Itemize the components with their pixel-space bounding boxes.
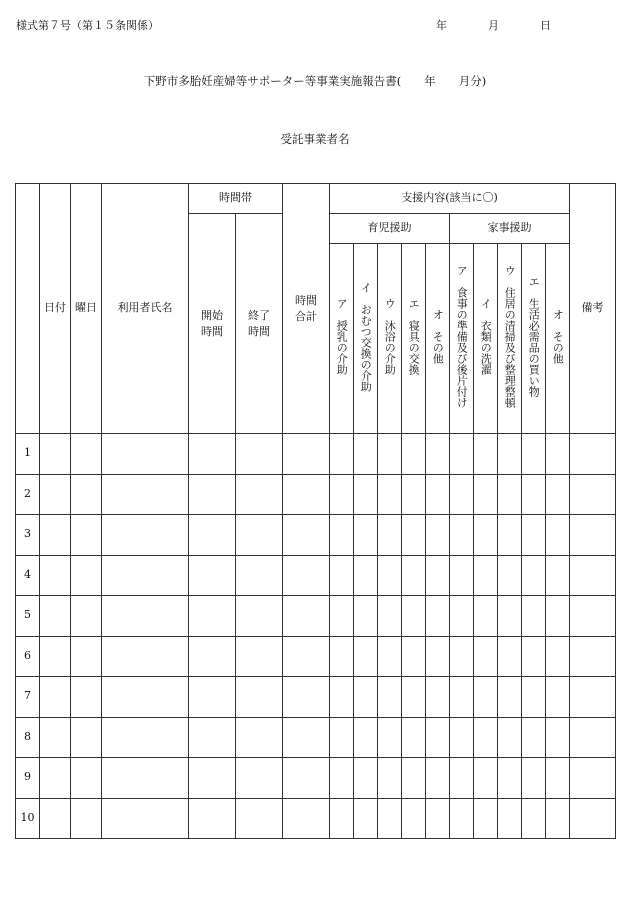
childcare-e-cell[interactable] [402, 434, 426, 475]
housework-o-cell[interactable] [546, 677, 570, 718]
row-number: 3 [16, 515, 40, 556]
table-row [16, 434, 616, 475]
housework-e-cell[interactable] [522, 717, 546, 758]
housework-u-cell[interactable] [498, 515, 522, 556]
childcare-e-cell[interactable] [402, 758, 426, 799]
childcare-i-cell[interactable] [354, 798, 378, 839]
header-childcare: 育児援助 [330, 214, 450, 244]
housework-e-cell[interactable] [522, 798, 546, 839]
housework-o-cell[interactable] [546, 636, 570, 677]
start-time-cell[interactable] [189, 515, 236, 556]
housework-e-cell[interactable] [522, 515, 546, 556]
table-row [16, 798, 616, 839]
childcare-item-e: エ 寝具の交換 [402, 244, 426, 434]
childcare-a-cell[interactable] [330, 677, 354, 718]
date-month: 月 [488, 19, 499, 32]
start-time-cell[interactable] [189, 677, 236, 718]
housework-u-cell[interactable] [498, 758, 522, 799]
header-end-time [236, 214, 283, 434]
remarks-cell[interactable] [570, 636, 616, 677]
housework-u-cell[interactable] [498, 798, 522, 839]
childcare-e-cell[interactable] [402, 474, 426, 515]
header-time-total [283, 184, 330, 434]
table-row [16, 555, 616, 596]
start-time-cell[interactable] [189, 758, 236, 799]
date-cell[interactable] [40, 758, 71, 799]
housework-item-u: ウ 住居の清掃及び整理整頓 [498, 244, 522, 434]
user-name-cell[interactable] [102, 596, 189, 637]
table-row [16, 474, 616, 515]
table-row [16, 596, 616, 637]
housework-a-cell[interactable] [450, 474, 474, 515]
childcare-u-cell[interactable] [378, 717, 402, 758]
end-time-cell[interactable] [236, 474, 283, 515]
start-time-cell[interactable] [189, 717, 236, 758]
housework-o-cell[interactable] [546, 515, 570, 556]
weekday-cell[interactable] [71, 515, 102, 556]
housework-u-cell[interactable] [498, 555, 522, 596]
report-title: 下野市多胎妊産婦等サポーター等事業実施報告書( 年 月分) [143, 74, 487, 88]
row-number: 10 [16, 798, 40, 839]
housework-e-cell[interactable] [522, 434, 546, 475]
housework-item-i: イ 衣類の洗濯 [474, 244, 498, 434]
housework-e-cell[interactable] [522, 636, 546, 677]
form-number: 様式第７号（第１５条関係） [16, 19, 159, 32]
childcare-o-cell[interactable] [426, 515, 450, 556]
date-line [436, 17, 551, 33]
time-total-cell[interactable] [283, 474, 330, 515]
end-time-cell[interactable] [236, 677, 283, 718]
remarks-cell[interactable] [570, 717, 616, 758]
childcare-o-cell[interactable] [426, 758, 450, 799]
end-time-cell[interactable] [236, 515, 283, 556]
childcare-i-cell[interactable] [354, 596, 378, 637]
childcare-i-cell[interactable] [354, 758, 378, 799]
row-number: 6 [16, 636, 40, 677]
childcare-u-cell[interactable] [378, 677, 402, 718]
childcare-i-cell[interactable] [354, 434, 378, 475]
childcare-a-cell[interactable] [330, 474, 354, 515]
remarks-cell[interactable] [570, 596, 616, 637]
childcare-u-cell[interactable] [378, 515, 402, 556]
housework-i-cell[interactable] [474, 798, 498, 839]
time-total-cell[interactable] [283, 434, 330, 475]
childcare-a-cell[interactable] [330, 758, 354, 799]
childcare-item-u: ウ 沐浴の介助 [378, 244, 402, 434]
table-row [16, 677, 616, 718]
childcare-a-cell[interactable] [330, 636, 354, 677]
housework-e-cell[interactable] [522, 596, 546, 637]
start-time-cell[interactable] [189, 798, 236, 839]
date-cell[interactable] [40, 677, 71, 718]
housework-u-cell[interactable] [498, 596, 522, 637]
time-total-label: 時間合計 [295, 293, 317, 323]
housework-o-cell[interactable] [546, 555, 570, 596]
corner-cell [16, 184, 40, 434]
row-number: 8 [16, 717, 40, 758]
row-number: 7 [16, 677, 40, 718]
header-weekday: 曜日 [71, 184, 102, 434]
date-cell[interactable] [40, 474, 71, 515]
childcare-o-cell[interactable] [426, 717, 450, 758]
weekday-cell[interactable] [71, 677, 102, 718]
childcare-u-cell[interactable] [378, 596, 402, 637]
date-cell[interactable] [40, 555, 71, 596]
housework-a-cell[interactable] [450, 555, 474, 596]
childcare-a-cell[interactable] [330, 515, 354, 556]
childcare-item-o: オ その他 [426, 244, 450, 434]
header-user-name: 利用者氏名 [102, 184, 189, 434]
time-total-cell[interactable] [283, 636, 330, 677]
childcare-e-cell[interactable] [402, 717, 426, 758]
childcare-a-cell[interactable] [330, 717, 354, 758]
remarks-cell[interactable] [570, 677, 616, 718]
housework-item-e: エ 生活必需品の買い物 [522, 244, 546, 434]
housework-a-cell[interactable] [450, 515, 474, 556]
time-total-cell[interactable] [283, 717, 330, 758]
time-total-cell[interactable] [283, 515, 330, 556]
user-name-cell[interactable] [102, 677, 189, 718]
childcare-o-cell[interactable] [426, 596, 450, 637]
remarks-cell[interactable] [570, 798, 616, 839]
date-day: 日 [540, 19, 551, 32]
table-row [16, 636, 616, 677]
remarks-cell[interactable] [570, 515, 616, 556]
time-total-cell[interactable] [283, 758, 330, 799]
user-name-cell[interactable] [102, 636, 189, 677]
housework-e-cell[interactable] [522, 677, 546, 718]
childcare-e-cell[interactable] [402, 555, 426, 596]
housework-u-cell[interactable] [498, 636, 522, 677]
user-name-cell[interactable] [102, 555, 189, 596]
end-time-cell[interactable] [236, 555, 283, 596]
date-cell[interactable] [40, 798, 71, 839]
table-row [16, 717, 616, 758]
header-remarks: 備考 [570, 184, 616, 434]
user-name-cell[interactable] [102, 434, 189, 475]
row-number: 9 [16, 758, 40, 799]
start-time-cell[interactable] [189, 474, 236, 515]
housework-i-cell[interactable] [474, 515, 498, 556]
remarks-cell[interactable] [570, 758, 616, 799]
housework-a-cell[interactable] [450, 758, 474, 799]
childcare-u-cell[interactable] [378, 474, 402, 515]
childcare-i-cell[interactable] [354, 474, 378, 515]
weekday-cell[interactable] [71, 555, 102, 596]
weekday-cell[interactable] [71, 636, 102, 677]
childcare-a-cell[interactable] [330, 434, 354, 475]
report-table [15, 183, 616, 839]
time-total-cell[interactable] [283, 798, 330, 839]
childcare-i-cell[interactable] [354, 555, 378, 596]
end-time-cell[interactable] [236, 596, 283, 637]
childcare-i-cell[interactable] [354, 515, 378, 556]
header-date: 日付 [40, 184, 71, 434]
childcare-u-cell[interactable] [378, 434, 402, 475]
header-support-content: 支援内容(該当に〇) [330, 184, 570, 214]
housework-a-cell[interactable] [450, 798, 474, 839]
time-total-cell[interactable] [283, 677, 330, 718]
housework-item-o: オ その他 [546, 244, 570, 434]
housework-i-cell[interactable] [474, 474, 498, 515]
housework-i-cell[interactable] [474, 636, 498, 677]
housework-a-cell[interactable] [450, 596, 474, 637]
childcare-e-cell[interactable] [402, 636, 426, 677]
contractor-label: 受託事業者名 [280, 132, 350, 146]
end-time-cell[interactable] [236, 434, 283, 475]
table-row [16, 758, 616, 799]
row-number: 5 [16, 596, 40, 637]
weekday-cell[interactable] [71, 798, 102, 839]
childcare-o-cell[interactable] [426, 434, 450, 475]
header-start-time [189, 214, 236, 434]
user-name-cell[interactable] [102, 474, 189, 515]
remarks-cell[interactable] [570, 474, 616, 515]
user-name-cell[interactable] [102, 717, 189, 758]
table-row [16, 515, 616, 556]
housework-i-cell[interactable] [474, 717, 498, 758]
housework-o-cell[interactable] [546, 474, 570, 515]
user-name-cell[interactable] [102, 798, 189, 839]
end-time-cell[interactable] [236, 798, 283, 839]
start-time-cell[interactable] [189, 434, 236, 475]
housework-o-cell[interactable] [546, 758, 570, 799]
housework-a-cell[interactable] [450, 434, 474, 475]
childcare-e-cell[interactable] [402, 596, 426, 637]
childcare-item-a: ア 授乳の介助 [330, 244, 354, 434]
time-total-cell[interactable] [283, 596, 330, 637]
row-number: 1 [16, 434, 40, 475]
user-name-cell[interactable] [102, 515, 189, 556]
childcare-u-cell[interactable] [378, 555, 402, 596]
childcare-e-cell[interactable] [402, 677, 426, 718]
date-cell[interactable] [40, 434, 71, 475]
header-time-band: 時間帯 [189, 184, 283, 214]
housework-u-cell[interactable] [498, 677, 522, 718]
weekday-cell[interactable] [71, 474, 102, 515]
row-number: 2 [16, 474, 40, 515]
housework-i-cell[interactable] [474, 677, 498, 718]
start-time-label: 開始時間 [201, 308, 223, 338]
start-time-cell[interactable] [189, 596, 236, 637]
date-year: 年 [436, 19, 447, 32]
housework-o-cell[interactable] [546, 434, 570, 475]
childcare-i-cell[interactable] [354, 677, 378, 718]
childcare-u-cell[interactable] [378, 636, 402, 677]
end-time-label: 終了時間 [248, 308, 270, 338]
housework-o-cell[interactable] [546, 798, 570, 839]
childcare-u-cell[interactable] [378, 798, 402, 839]
weekday-cell[interactable] [71, 758, 102, 799]
housework-a-cell[interactable] [450, 717, 474, 758]
housework-a-cell[interactable] [450, 677, 474, 718]
childcare-e-cell[interactable] [402, 515, 426, 556]
weekday-cell[interactable] [71, 717, 102, 758]
date-cell[interactable] [40, 717, 71, 758]
end-time-cell[interactable] [236, 717, 283, 758]
housework-i-cell[interactable] [474, 758, 498, 799]
childcare-u-cell[interactable] [378, 758, 402, 799]
remarks-cell[interactable] [570, 434, 616, 475]
childcare-i-cell[interactable] [354, 717, 378, 758]
childcare-i-cell[interactable] [354, 636, 378, 677]
housework-item-a: ア 食事の準備及び後片付け [450, 244, 474, 434]
weekday-cell[interactable] [71, 596, 102, 637]
housework-u-cell[interactable] [498, 717, 522, 758]
time-total-cell[interactable] [283, 555, 330, 596]
housework-i-cell[interactable] [474, 434, 498, 475]
housework-e-cell[interactable] [522, 474, 546, 515]
housework-e-cell[interactable] [522, 555, 546, 596]
start-time-cell[interactable] [189, 555, 236, 596]
date-cell[interactable] [40, 515, 71, 556]
header-housework: 家事援助 [450, 214, 570, 244]
housework-a-cell[interactable] [450, 636, 474, 677]
housework-i-cell[interactable] [474, 555, 498, 596]
weekday-cell[interactable] [71, 434, 102, 475]
childcare-a-cell[interactable] [330, 596, 354, 637]
childcare-o-cell[interactable] [426, 636, 450, 677]
remarks-cell[interactable] [570, 555, 616, 596]
childcare-item-i: イ おむつ交換の介助 [354, 244, 378, 434]
housework-u-cell[interactable] [498, 474, 522, 515]
childcare-a-cell[interactable] [330, 798, 354, 839]
childcare-e-cell[interactable] [402, 798, 426, 839]
housework-u-cell[interactable] [498, 434, 522, 475]
housework-e-cell[interactable] [522, 758, 546, 799]
row-number: 4 [16, 555, 40, 596]
end-time-cell[interactable] [236, 636, 283, 677]
start-time-cell[interactable] [189, 636, 236, 677]
user-name-cell[interactable] [102, 758, 189, 799]
childcare-o-cell[interactable] [426, 555, 450, 596]
date-cell[interactable] [40, 596, 71, 637]
childcare-o-cell[interactable] [426, 798, 450, 839]
housework-i-cell[interactable] [474, 596, 498, 637]
childcare-o-cell[interactable] [426, 677, 450, 718]
childcare-o-cell[interactable] [426, 474, 450, 515]
date-cell[interactable] [40, 636, 71, 677]
childcare-a-cell[interactable] [330, 555, 354, 596]
end-time-cell[interactable] [236, 758, 283, 799]
housework-o-cell[interactable] [546, 596, 570, 637]
housework-o-cell[interactable] [546, 717, 570, 758]
